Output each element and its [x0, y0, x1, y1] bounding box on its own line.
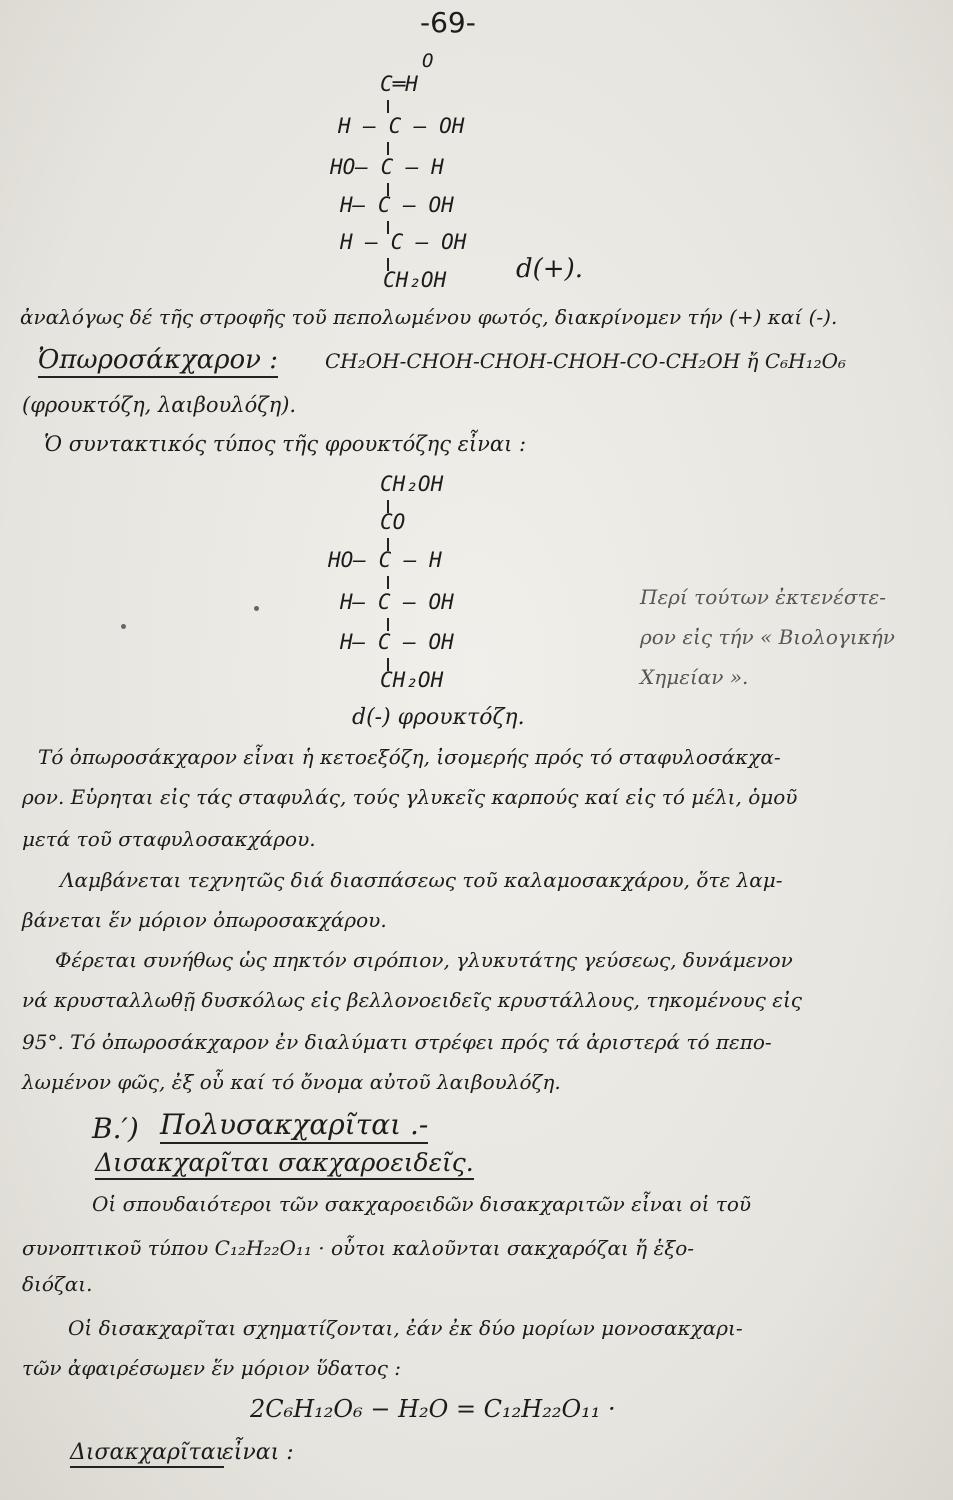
paragraph-line: Φέρεται συνήθως ὡς πηκτόν σιρόπιον, γλυκυτάτης γεύσεως, δυνάμενον	[55, 948, 793, 972]
paragraph-line: διόζαι.	[22, 1272, 93, 1296]
glucose-bottom: CH₂OH	[383, 268, 447, 292]
page-spot	[121, 624, 126, 629]
section-subtitle: Δισακχαρῖται σακχαροειδεῖς.	[95, 1148, 474, 1180]
glucose-row-1: H — C — OH	[338, 114, 465, 138]
paragraph-line: βάνεται ἕν μόριον ὀπωροσακχάρου.	[22, 908, 387, 932]
side-note-line: ρον εἰς τήν « Βιολογικήν	[640, 625, 895, 649]
fructose-linear-formula: CH₂OH-CHOH-CHOH-CHOH-CO-CH₂OH ἤ C₆H₁₂O₆	[325, 349, 847, 373]
text-line: ἀναλόγως δέ τῆς στροφῆς τοῦ πεπολωμένου φωτός, διακρίνομεν τήν (+) καί (-).	[20, 305, 838, 329]
side-note-line: Περί τούτων ἐκτενέστε-	[640, 585, 887, 609]
fructose-title: Ὀπωροσάκχαρον :	[38, 345, 278, 378]
paragraph-line: Τό ὀπωροσάκχαρον εἶναι ἡ κετοεξόζη, ἰσομερής πρός τό σταφυλοσάκχα-	[38, 745, 781, 769]
fructose-top: CH₂OH	[380, 472, 444, 496]
fructose-row-1: HO— C — H	[328, 548, 442, 572]
glucose-row-3: H— C — OH	[340, 193, 454, 217]
fructose-label: d(-) φρουκτόζη.	[352, 705, 525, 730]
glucose-aldehyde-oxygen: O	[422, 50, 434, 72]
fructose-row-2: H— C — OH	[340, 590, 454, 614]
disaccharides-heading: Δισακχαρῖται	[70, 1440, 224, 1468]
text-line: εἶναι :	[222, 1440, 294, 1465]
paragraph-line: λωμένον φῶς, ἐξ οὗ καί τό ὄνομα αὐτοῦ λαιβουλόζη.	[22, 1070, 561, 1094]
paragraph-line: νά κρυσταλλωθῇ δυσκόλως εἰς βελλονοειδεῖς κρυστάλλους, τηκομένους εἰς	[22, 988, 802, 1012]
side-note-line: Χημείαν ».	[640, 665, 749, 689]
text-line: (φρουκτόζη, λαιβουλόζη).	[22, 393, 297, 417]
paragraph-line: 95°. Τό ὀπωροσάκχαρον ἐν διαλύματι στρέφει πρός τά ἀριστερά τό πεπο-	[22, 1030, 772, 1054]
text-line: Ὁ συντακτικός τύπος τῆς φρουκτόζης εἶναι :	[44, 432, 527, 456]
page-number: -69-	[420, 6, 476, 39]
paragraph-line: Λαμβάνεται τεχνητῶς διά διασπάσεως τοῦ καλαμοσακχάρου, ὅτε λαμ-	[60, 868, 783, 892]
paragraph-line: τῶν ἀφαιρέσωμεν ἕν μόριον ὕδατος :	[22, 1356, 401, 1380]
paragraph-line: Οἱ δισακχαρῖται σχηματίζονται, ἐάν ἐκ δύο μορίων μονοσακχαρι-	[68, 1316, 743, 1340]
bond-line	[387, 142, 389, 155]
fructose-carbonyl: CO	[380, 510, 406, 534]
section-label: B.′)	[92, 1112, 139, 1145]
disaccharide-equation: 2C₆H₁₂O₆ − H₂O = C₁₂H₂₂O₁₁ ·	[250, 1395, 616, 1423]
bond-line	[387, 100, 389, 113]
paragraph-line: μετά τοῦ σταφυλοσακχάρου.	[22, 827, 316, 851]
fructose-row-3: H— C — OH	[340, 630, 454, 654]
glucose-row-4: H — C — OH	[340, 230, 467, 254]
fructose-bottom: CH₂OH	[380, 668, 444, 692]
paragraph-line: ρον. Εὑρηται εἰς τάς σταφυλάς, τούς γλυκεῖς καρπούς καί εἰς τό μέλι, ὁμοῦ	[22, 785, 798, 809]
glucose-row-2: HO— C — H	[330, 155, 444, 179]
bond-line	[387, 576, 389, 589]
glucose-aldehyde: C═H	[380, 72, 418, 96]
glucose-label: d(+).	[516, 254, 583, 284]
page-spot	[254, 606, 259, 611]
paragraph-line: συνοπτικοῦ τύπου C₁₂H₂₂O₁₁ · οὗτοι καλοῦνται σακχαρόζαι ἤ ἑξο-	[22, 1236, 695, 1260]
paragraph-line: Οἱ σπουδαιότεροι τῶν σακχαροειδῶν δισακχαριτῶν εἶναι οἱ τοῦ	[92, 1192, 752, 1216]
section-title: Πολυσακχαρῖται .-	[160, 1108, 428, 1144]
